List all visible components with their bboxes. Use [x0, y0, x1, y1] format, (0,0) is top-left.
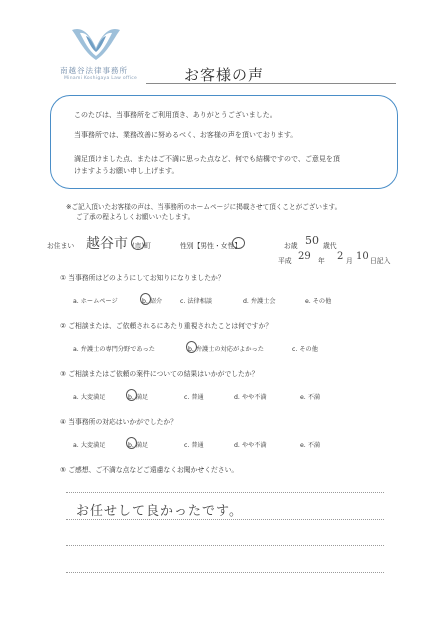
age-handwritten: 50 — [305, 234, 319, 247]
q3-option-e[interactable]: e. 不満 — [300, 394, 321, 401]
comment-handwritten: お任せして良かったです。 — [76, 504, 243, 519]
q3-option-a[interactable]: a. 大変満足 — [73, 394, 106, 401]
comment-line — [66, 572, 384, 573]
q4-option-c[interactable]: c. 普通 — [184, 442, 204, 449]
q2-option-a[interactable]: a. 弁護士の専門分野であった — [73, 346, 155, 353]
q3-selected-circle — [126, 389, 137, 401]
question-4: ④ 当事務所の対応はいかがでしたか？ — [60, 418, 178, 426]
q2-option-b[interactable]: b. 弁護士の対応がよかった — [188, 346, 264, 353]
date-year-handwritten: 29 — [298, 251, 311, 262]
q3-option-b[interactable]: b. 満足 — [128, 394, 149, 401]
q1-option-e[interactable]: e. その他 — [305, 298, 332, 305]
q3-option-d[interactable]: d. やや不満 — [234, 394, 267, 401]
address-suffix: (市)町 — [132, 242, 151, 250]
firm-name: 南越谷法律事務所 — [60, 66, 128, 75]
title-underline — [146, 83, 396, 84]
question-1: ① 当事務所はどのようにしてお知りになりましたか？ — [60, 274, 225, 282]
gender-label: 性別【男性・女性】 — [180, 242, 242, 250]
city-circle-mark — [131, 236, 145, 250]
age-suffix: 歳代 — [323, 242, 337, 250]
date-day-handwritten: 10 — [356, 251, 369, 262]
address-label: お住まい — [47, 242, 75, 250]
date-month-suffix: 月 — [346, 257, 353, 265]
date-era: 平成 — [278, 257, 292, 265]
q4-option-a[interactable]: a. 大変満足 — [73, 442, 106, 449]
q1-option-b[interactable]: b. 紹介 — [142, 298, 163, 305]
comment-line — [66, 545, 384, 546]
comment-line — [66, 519, 384, 520]
publication-note: ※ご記入頂いたお客様の声は、当事務所のホームページに掲載させて頂くことがございます。 — [66, 203, 342, 211]
intro-line: けますようお願い申し上げます。 — [74, 167, 179, 175]
q1-selected-circle — [140, 293, 151, 305]
q4-option-d[interactable]: d. やや不満 — [234, 442, 267, 449]
q1-option-c[interactable]: c. 法律相談 — [180, 298, 213, 305]
question-2: ② ご相談または、ご依頼されるにあたり重視されたことは何ですか？ — [60, 322, 273, 330]
question-5: ⑤ ご感想、ご不満な点などご遠慮なくお聞かせください。 — [60, 466, 239, 474]
q4-option-e[interactable]: e. 不満 — [300, 442, 321, 449]
age-label: お歳 — [284, 242, 298, 250]
date-month-handwritten: 2 — [337, 251, 344, 262]
comment-line — [66, 492, 384, 493]
publication-note-2: ご了承の程よろしくお願いいたします。 — [76, 213, 195, 221]
date-suffix: 日記入 — [370, 257, 391, 265]
intro-line: 満足頂けました点、またはご不満に思った点など、何でも結構ですので、ご意見を頂 — [74, 155, 340, 163]
q4-option-b[interactable]: b. 満足 — [128, 442, 149, 449]
q2-selected-circle — [186, 341, 197, 353]
q1-option-d[interactable]: d. 弁護士会 — [243, 298, 276, 305]
firm-name-english: Minami Koshigaya Law office — [64, 76, 138, 81]
q1-option-a[interactable]: a. ホームページ — [73, 298, 118, 305]
gender-circle-mark — [232, 237, 245, 249]
q2-option-c[interactable]: c. その他 — [292, 346, 318, 353]
intro-line: このたびは、当事務所をご利用頂き、ありがとうございました。 — [74, 111, 277, 119]
firm-logo-icon — [68, 24, 124, 64]
address-handwritten: 越谷市 — [86, 236, 128, 252]
page-title: お客様の声 — [184, 66, 265, 84]
q3-option-c[interactable]: c. 普通 — [184, 394, 204, 401]
date-year-suffix: 年 — [318, 257, 325, 265]
intro-line: 当事務所では、業務改善に努めるべく、お客様の声を頂いております。 — [74, 131, 298, 139]
q4-selected-circle — [126, 437, 137, 449]
question-3: ③ ご相談またはご依頼の案件についての結果はいかがでしたか？ — [60, 370, 259, 378]
